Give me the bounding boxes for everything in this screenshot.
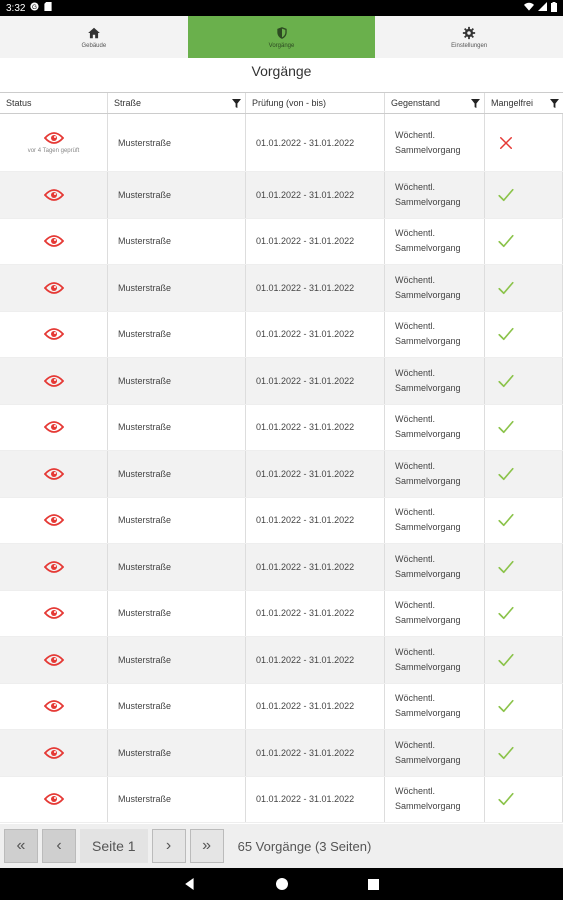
subject-line-2: Sammelvorgang: [395, 615, 461, 626]
subject-line-2: Sammelvorgang: [395, 289, 461, 300]
table-row[interactable]: [0, 498, 563, 545]
table-row[interactable]: [0, 777, 563, 824]
subject-line-1: Wöchentl.: [395, 600, 436, 611]
check-icon: [497, 558, 515, 576]
status-cell: [0, 114, 108, 171]
subject-line-1: Wöchentl.: [395, 367, 436, 378]
check-icon: [497, 279, 515, 297]
next-page-button[interactable]: ›: [152, 829, 186, 863]
eye-icon[interactable]: [44, 747, 64, 759]
check-icon: [497, 418, 515, 436]
status-cell: [0, 637, 108, 683]
subject-line-2: Sammelvorgang: [395, 144, 461, 155]
tab-einstellungen[interactable]: [375, 16, 563, 58]
status-cell: [0, 172, 108, 218]
subject-cell: [385, 405, 485, 451]
subject-cell: [385, 684, 485, 730]
subject-line-1: Wöchentl.: [395, 507, 436, 518]
column-header-mangelfrei[interactable]: Mangelfrei: [485, 93, 563, 113]
vorgaenge-table: [0, 92, 563, 823]
tab-label: Vorgänge: [268, 42, 295, 49]
table-row[interactable]: [0, 358, 563, 405]
mangelfrei-cell: [485, 114, 563, 171]
subject-cell: [385, 172, 485, 218]
table-row[interactable]: [0, 451, 563, 498]
subject-line-1: Wöchentl.: [395, 228, 436, 239]
eye-icon[interactable]: [44, 189, 64, 201]
filter-icon[interactable]: [471, 99, 480, 108]
eye-icon[interactable]: [44, 132, 64, 144]
check-icon: [497, 651, 515, 669]
check-icon: [497, 744, 515, 762]
status-cell: [0, 591, 108, 637]
cross-icon: [497, 134, 515, 152]
period-cell: 01.01.2022 - 31.01.2022: [246, 777, 385, 823]
wifi-icon: [524, 2, 534, 14]
subject-cell: [385, 219, 485, 265]
subject-line-1: Wöchentl.: [395, 553, 436, 564]
eye-icon[interactable]: [44, 468, 64, 480]
eye-icon[interactable]: [44, 235, 64, 247]
mangelfrei-cell: [485, 777, 563, 823]
pagination-bar: [0, 824, 563, 868]
subject-line-2: Sammelvorgang: [395, 475, 461, 486]
eye-icon[interactable]: [44, 607, 64, 619]
check-icon: [497, 465, 515, 483]
status-cell: [0, 498, 108, 544]
subject-line-2: Sammelvorgang: [395, 661, 461, 672]
eye-icon[interactable]: [44, 654, 64, 666]
subject-line-1: Wöchentl.: [395, 414, 436, 425]
result-count: 65 Vorgänge (3 Seiten): [237, 838, 372, 854]
sdcard-icon: [44, 2, 52, 14]
table-row[interactable]: [0, 591, 563, 638]
column-header-gegenstand[interactable]: Gegenstand: [385, 93, 485, 113]
prev-page-button[interactable]: ‹: [42, 829, 76, 863]
status-cell: [0, 219, 108, 265]
subject-line-2: Sammelvorgang: [395, 196, 461, 207]
street-cell: Musterstraße: [108, 114, 246, 171]
street-cell: Musterstraße: [108, 498, 246, 544]
check-icon: [497, 697, 515, 715]
battery-icon: [551, 2, 557, 15]
tab-vorgaenge[interactable]: [188, 16, 376, 58]
subject-line-1: Wöchentl.: [395, 181, 436, 192]
mangelfrei-cell: [485, 219, 563, 265]
subject-line-2: Sammelvorgang: [395, 382, 461, 393]
check-icon: [497, 604, 515, 622]
subject-line-1: Wöchentl.: [395, 646, 436, 657]
street-cell: Musterstraße: [108, 358, 246, 404]
status-cell: [0, 730, 108, 776]
mangelfrei-cell: [485, 637, 563, 683]
tab-gebaeude[interactable]: [0, 16, 188, 58]
subject-line-2: Sammelvorgang: [395, 568, 461, 579]
notification-icon: [30, 2, 39, 14]
street-cell: Musterstraße: [108, 172, 246, 218]
table-body: [0, 114, 563, 823]
back-icon[interactable]: [184, 878, 196, 890]
period-cell: 01.01.2022 - 31.01.2022: [246, 172, 385, 218]
mangelfrei-cell: [485, 544, 563, 590]
subject-line-2: Sammelvorgang: [395, 336, 461, 347]
street-cell: Musterstraße: [108, 312, 246, 358]
period-cell: 01.01.2022 - 31.01.2022: [246, 265, 385, 311]
table-header: [0, 92, 563, 114]
period-cell: 01.01.2022 - 31.01.2022: [246, 684, 385, 730]
check-icon: [497, 511, 515, 529]
check-icon: [497, 325, 515, 343]
filter-icon[interactable]: [550, 99, 559, 108]
subject-line-1: Wöchentl.: [395, 739, 436, 750]
status-cell: [0, 405, 108, 451]
street-cell: Musterstraße: [108, 544, 246, 590]
table-row[interactable]: [0, 114, 563, 172]
subject-cell: [385, 637, 485, 683]
status-cell: [0, 312, 108, 358]
eye-icon[interactable]: [44, 561, 64, 573]
period-cell: 01.01.2022 - 31.01.2022: [246, 591, 385, 637]
subject-cell: [385, 730, 485, 776]
eye-icon[interactable]: [44, 375, 64, 387]
eye-icon[interactable]: [44, 328, 64, 340]
period-cell: 01.01.2022 - 31.01.2022: [246, 544, 385, 590]
home-icon: [87, 26, 101, 40]
mangelfrei-cell: [485, 730, 563, 776]
status-cell: [0, 451, 108, 497]
period-cell: 01.01.2022 - 31.01.2022: [246, 358, 385, 404]
street-cell: Musterstraße: [108, 219, 246, 265]
subject-line-1: Wöchentl.: [395, 786, 436, 797]
column-header-status[interactable]: Status: [0, 93, 108, 113]
subject-cell: [385, 312, 485, 358]
recents-icon[interactable]: [368, 879, 379, 890]
street-cell: Musterstraße: [108, 591, 246, 637]
period-cell: 01.01.2022 - 31.01.2022: [246, 219, 385, 265]
subject-cell: [385, 451, 485, 497]
filter-icon[interactable]: [232, 99, 241, 108]
subject-line-2: Sammelvorgang: [395, 243, 461, 254]
subject-cell: [385, 591, 485, 637]
column-header-strasse[interactable]: Straße: [108, 93, 246, 113]
period-cell: 01.01.2022 - 31.01.2022: [246, 312, 385, 358]
page-title: Vorgänge: [251, 63, 312, 79]
table-row[interactable]: [0, 312, 563, 359]
mangelfrei-cell: [485, 451, 563, 497]
table-row[interactable]: [0, 405, 563, 452]
gear-icon: [462, 26, 476, 40]
subject-line-1: Wöchentl.: [395, 460, 436, 471]
period-cell: 01.01.2022 - 31.01.2022: [246, 498, 385, 544]
clock: 3:32: [6, 2, 26, 14]
mangelfrei-cell: [485, 358, 563, 404]
table-row[interactable]: [0, 637, 563, 684]
check-icon: [497, 186, 515, 204]
check-icon: [497, 372, 515, 390]
eye-icon[interactable]: [44, 700, 64, 712]
check-icon: [497, 790, 515, 808]
tab-label: Einstellungen: [451, 42, 488, 49]
street-cell: Musterstraße: [108, 637, 246, 683]
status-cell: [0, 265, 108, 311]
period-cell: 01.01.2022 - 31.01.2022: [246, 730, 385, 776]
period-cell: 01.01.2022 - 31.01.2022: [246, 405, 385, 451]
subject-cell: [385, 498, 485, 544]
subject-cell: [385, 114, 485, 171]
subject-cell: [385, 777, 485, 823]
table-row[interactable]: [0, 265, 563, 312]
check-icon: [497, 232, 515, 250]
subject-cell: [385, 265, 485, 311]
table-row[interactable]: [0, 730, 563, 777]
system-status-bar: [0, 0, 563, 16]
first-page-button[interactable]: «: [4, 829, 38, 863]
subject-line-2: Sammelvorgang: [395, 522, 461, 533]
subject-line-2: Sammelvorgang: [395, 754, 461, 765]
table-row[interactable]: [0, 684, 563, 731]
status-cell: [0, 684, 108, 730]
subject-line-2: Sammelvorgang: [395, 801, 461, 812]
tab-label: Gebäude: [81, 42, 107, 49]
eye-icon[interactable]: [44, 282, 64, 294]
table-row[interactable]: [0, 544, 563, 591]
street-cell: Musterstraße: [108, 405, 246, 451]
last-page-button[interactable]: »: [190, 829, 224, 863]
table-row[interactable]: [0, 219, 563, 266]
status-cell: [0, 544, 108, 590]
street-cell: Musterstraße: [108, 451, 246, 497]
column-header-pruefung[interactable]: Prüfung (von - bis): [246, 93, 385, 113]
period-cell: 01.01.2022 - 31.01.2022: [246, 451, 385, 497]
mangelfrei-cell: [485, 591, 563, 637]
street-cell: Musterstraße: [108, 777, 246, 823]
street-cell: Musterstraße: [108, 265, 246, 311]
svg-text:G: G: [32, 3, 38, 11]
table-row[interactable]: [0, 172, 563, 219]
signal-icon: [538, 2, 547, 14]
period-cell: 01.01.2022 - 31.01.2022: [246, 114, 385, 171]
status-note: vor 4 Tagen geprüft: [27, 147, 80, 154]
eye-icon[interactable]: [44, 421, 64, 433]
shield-icon: [275, 26, 289, 40]
subject-line-1: Wöchentl.: [395, 274, 436, 285]
subject-line-1: Wöchentl.: [395, 321, 436, 332]
mangelfrei-cell: [485, 312, 563, 358]
mangelfrei-cell: [485, 405, 563, 451]
subject-cell: [385, 358, 485, 404]
street-cell: Musterstraße: [108, 730, 246, 776]
period-cell: 01.01.2022 - 31.01.2022: [246, 637, 385, 683]
top-navigation: [0, 16, 563, 58]
subject-line-1: Wöchentl.: [395, 129, 436, 140]
status-cell: [0, 777, 108, 823]
page-indicator: Seite 1: [80, 829, 148, 863]
status-cell: [0, 358, 108, 404]
home-button-icon[interactable]: [276, 878, 288, 890]
subject-line-2: Sammelvorgang: [395, 429, 461, 440]
subject-cell: [385, 544, 485, 590]
eye-icon[interactable]: [44, 514, 64, 526]
mangelfrei-cell: [485, 265, 563, 311]
system-navigation-bar: [0, 868, 563, 900]
subject-line-1: Wöchentl.: [395, 693, 436, 704]
subject-line-2: Sammelvorgang: [395, 708, 461, 719]
mangelfrei-cell: [485, 684, 563, 730]
mangelfrei-cell: [485, 498, 563, 544]
street-cell: Musterstraße: [108, 684, 246, 730]
eye-icon[interactable]: [44, 793, 64, 805]
mangelfrei-cell: [485, 172, 563, 218]
